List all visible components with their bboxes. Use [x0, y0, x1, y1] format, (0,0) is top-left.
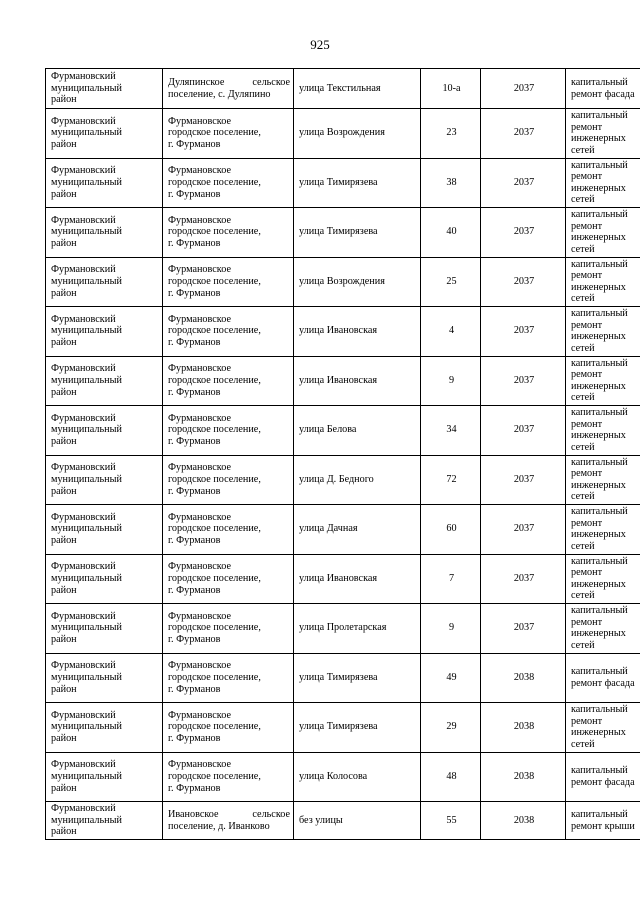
district-cell-line: муниципальный [51, 770, 122, 782]
district-cell [46, 802, 163, 840]
work-type-cell-line: капитальный [571, 666, 628, 678]
district-cell-line: район [51, 584, 77, 596]
settlement-cell-line: городское поселение, [168, 325, 261, 337]
year-cell: 2038 [481, 703, 566, 753]
house-number-cell: 4 [421, 307, 481, 357]
work-type-cell-line: ремонт [571, 418, 603, 430]
district-cell-line: район [51, 485, 77, 497]
year-cell: 2037 [481, 554, 566, 604]
district-cell-line: муниципальный [51, 275, 122, 287]
settlement-cell-line: городское поселение, [168, 622, 261, 634]
year-cell: 2037 [481, 109, 566, 159]
district-cell-line: Фурмановский [51, 264, 116, 276]
settlement-cell-line: городское поселение, [168, 127, 261, 139]
district-cell-line: Фурмановский [51, 313, 116, 325]
work-type-cell-line: сетей [571, 293, 595, 305]
settlement-cell [163, 307, 294, 357]
work-type-cell-line: капитальный [571, 605, 628, 617]
district-cell [46, 505, 163, 555]
street-cell: улица Пролетарская [294, 604, 421, 654]
settlement-cell-line: городское поселение, [168, 473, 261, 485]
street-cell: улица Тимирязева [294, 158, 421, 208]
work-type-cell-line: инженерных [571, 232, 626, 244]
settlement-cell-line: Ивановское сельское [168, 808, 290, 820]
work-type-cell [566, 505, 640, 555]
district-cell-line: Фурмановский [51, 165, 116, 177]
settlement-cell-line: г. Фурманов [168, 337, 221, 349]
house-number-cell: 23 [421, 109, 481, 159]
work-type-cell-line: сетей [571, 194, 595, 206]
house-number-cell: 10-а [421, 69, 481, 109]
street-cell: улица Тимирязева [294, 208, 421, 258]
work-type-cell [566, 802, 640, 840]
work-type-cell-line: капитальный [571, 506, 628, 518]
district-cell-line: район [51, 436, 77, 448]
work-type-cell-line: капитальный [571, 209, 628, 221]
settlement-cell-line: г. Фурманов [168, 782, 221, 794]
settlement-cell-line: Фурмановское [168, 115, 231, 127]
work-type-cell-line: ремонт [571, 715, 603, 727]
district-cell-line: муниципальный [51, 671, 122, 683]
table-row [46, 604, 640, 654]
settlement-cell [163, 208, 294, 258]
year-cell: 2037 [481, 257, 566, 307]
work-type-cell-line: инженерных [571, 182, 626, 194]
district-cell-line: район [51, 782, 77, 794]
district-cell-line: муниципальный [51, 721, 122, 733]
district-cell-line: муниципальный [51, 127, 122, 139]
district-cell [46, 356, 163, 406]
street-cell: улица Белова [294, 406, 421, 456]
work-type-cell [566, 109, 640, 159]
settlement-cell-line: Фурмановское [168, 412, 231, 424]
table-row [46, 109, 640, 159]
street-cell: улица Д. Бедного [294, 455, 421, 505]
work-type-cell-line: инженерных [571, 430, 626, 442]
work-type-cell-line: ремонт [571, 220, 603, 232]
work-type-cell-line: инженерных [571, 479, 626, 491]
settlement-cell [163, 455, 294, 505]
work-type-cell-line: сетей [571, 491, 595, 503]
settlement-cell [163, 703, 294, 753]
work-type-cell-line: ремонт [571, 319, 603, 331]
house-number-cell: 72 [421, 455, 481, 505]
table-row [46, 208, 640, 258]
district-cell-line: район [51, 634, 77, 646]
district-cell-line: муниципальный [51, 814, 122, 826]
year-cell: 2037 [481, 604, 566, 654]
work-type-cell-line: капитальный [571, 76, 628, 88]
year-cell: 2037 [481, 307, 566, 357]
district-cell-line: муниципальный [51, 424, 122, 436]
table-row [46, 69, 640, 109]
settlement-cell-line: г. Фурманов [168, 188, 221, 200]
work-type-cell-line: инженерных [571, 281, 626, 293]
district-cell-line: муниципальный [51, 572, 122, 584]
house-number-cell: 9 [421, 356, 481, 406]
settlement-cell [163, 653, 294, 703]
table-row [46, 257, 640, 307]
district-cell-line: муниципальный [51, 176, 122, 188]
year-cell: 2037 [481, 406, 566, 456]
settlement-cell [163, 802, 294, 840]
district-cell-line: Фурмановский [51, 462, 116, 474]
district-cell-line: район [51, 238, 77, 250]
district-cell-line: район [51, 188, 77, 200]
district-cell-line: Фурмановский [51, 214, 116, 226]
work-type-cell [566, 208, 640, 258]
house-number-cell: 7 [421, 554, 481, 604]
house-number-cell: 9 [421, 604, 481, 654]
table-body [46, 69, 640, 840]
district-cell-line: Фурмановский [51, 71, 116, 83]
district-cell [46, 455, 163, 505]
work-type-cell-line: сетей [571, 441, 595, 453]
work-type-cell [566, 158, 640, 208]
year-cell: 2037 [481, 505, 566, 555]
settlement-cell [163, 109, 294, 159]
year-cell: 2037 [481, 356, 566, 406]
settlement-cell-line: Фурмановское [168, 660, 231, 672]
district-cell [46, 109, 163, 159]
district-cell-line: Фурмановский [51, 759, 116, 771]
house-number-cell: 29 [421, 703, 481, 753]
work-type-cell-line: инженерных [571, 380, 626, 392]
district-cell-line: муниципальный [51, 523, 122, 535]
table-row [46, 505, 640, 555]
work-type-cell-line: ремонт [571, 517, 603, 529]
district-cell-line: район [51, 683, 77, 695]
district-cell [46, 406, 163, 456]
work-type-cell [566, 356, 640, 406]
settlement-cell-line: городское поселение, [168, 523, 261, 535]
district-cell [46, 257, 163, 307]
district-cell-line: Фурмановский [51, 363, 116, 375]
settlement-cell [163, 752, 294, 802]
house-number-cell: 55 [421, 802, 481, 840]
settlement-cell-line: Фурмановское [168, 759, 231, 771]
work-type-cell-line: инженерных [571, 578, 626, 590]
table-row [46, 455, 640, 505]
district-cell [46, 158, 163, 208]
work-type-cell-line: ремонт [571, 121, 603, 133]
work-type-cell-line: сетей [571, 738, 595, 750]
work-type-cell-line: сетей [571, 639, 595, 651]
work-type-cell [566, 69, 640, 109]
year-cell: 2038 [481, 653, 566, 703]
district-cell-line: Фурмановский [51, 511, 116, 523]
district-cell-line: Фурмановский [51, 610, 116, 622]
work-type-cell [566, 307, 640, 357]
work-type-cell-line: капитальный [571, 258, 628, 270]
settlement-cell-line: г. Фурманов [168, 634, 221, 646]
settlement-cell-line: Фурмановское [168, 709, 231, 721]
work-type-cell-line: капитальный [571, 808, 628, 820]
settlement-cell-line: городское поселение, [168, 226, 261, 238]
settlement-cell-line: городское поселение, [168, 572, 261, 584]
house-number-cell: 40 [421, 208, 481, 258]
work-type-cell-line: капитальный [571, 555, 628, 567]
work-type-cell-line: капитальный [571, 159, 628, 171]
settlement-cell-line: Фурмановское [168, 610, 231, 622]
work-type-cell-line: ремонт [571, 369, 603, 381]
street-cell: улица Текстильная [294, 69, 421, 109]
work-type-cell-line: сетей [571, 342, 595, 354]
register-table [45, 68, 640, 840]
district-cell-line: район [51, 535, 77, 547]
house-number-cell: 48 [421, 752, 481, 802]
street-cell: улица Дачная [294, 505, 421, 555]
settlement-cell-line: поселение, д. Иванково [168, 820, 270, 832]
settlement-cell-line: городское поселение, [168, 770, 261, 782]
work-type-cell [566, 455, 640, 505]
settlement-cell-line: городское поселение, [168, 176, 261, 188]
settlement-cell [163, 69, 294, 109]
house-number-cell: 49 [421, 653, 481, 703]
district-cell-line: Фурмановский [51, 660, 116, 672]
settlement-cell-line: Фурмановское [168, 511, 231, 523]
page-number: 925 [310, 37, 330, 52]
settlement-cell-line: г. Фурманов [168, 386, 221, 398]
settlement-cell-line: Фурмановское [168, 264, 231, 276]
district-cell-line: район [51, 94, 77, 106]
work-type-cell [566, 703, 640, 753]
table-row [46, 802, 640, 840]
work-type-cell-line: ремонт фасада [571, 776, 635, 788]
settlement-cell-line: г. Фурманов [168, 683, 221, 695]
settlement-cell [163, 356, 294, 406]
work-type-cell-line: капитальный [571, 765, 628, 777]
work-type-cell-line: сетей [571, 590, 595, 602]
settlement-cell-line: г. Фурманов [168, 584, 221, 596]
table-row [46, 653, 640, 703]
street-cell: улица Ивановская [294, 356, 421, 406]
settlement-cell-line: Фурмановское [168, 313, 231, 325]
street-cell: улица Тимирязева [294, 703, 421, 753]
district-cell-line: Фурмановский [51, 803, 116, 815]
house-number-cell: 34 [421, 406, 481, 456]
settlement-cell-line: городское поселение, [168, 424, 261, 436]
settlement-cell-line: поселение, с. Дуляпино [168, 88, 271, 100]
district-cell-line: муниципальный [51, 82, 122, 94]
work-type-cell-line: капитальный [571, 704, 628, 716]
settlement-cell-line: г. Фурманов [168, 238, 221, 250]
work-type-cell-line: сетей [571, 144, 595, 156]
settlement-cell-line: г. Фурманов [168, 485, 221, 497]
work-type-cell-line: капитальный [571, 110, 628, 122]
table-row [46, 752, 640, 802]
settlement-cell-line: Фурмановское [168, 214, 231, 226]
district-cell-line: район [51, 337, 77, 349]
work-type-cell-line: инженерных [571, 628, 626, 640]
settlement-cell [163, 554, 294, 604]
district-cell [46, 653, 163, 703]
street-cell: улица Возрождения [294, 109, 421, 159]
district-cell-line: район [51, 139, 77, 151]
work-type-cell-line: инженерных [571, 529, 626, 541]
work-type-cell-line: ремонт [571, 567, 603, 579]
district-cell-line: район [51, 733, 77, 745]
house-number-cell: 25 [421, 257, 481, 307]
district-cell [46, 69, 163, 109]
work-type-cell-line: капитальный [571, 407, 628, 419]
district-cell [46, 604, 163, 654]
district-cell [46, 703, 163, 753]
street-cell: без улицы [294, 802, 421, 840]
district-cell-line: муниципальный [51, 374, 122, 386]
work-type-cell-line: ремонт [571, 468, 603, 480]
district-cell-line: муниципальный [51, 622, 122, 634]
settlement-cell-line: Дуляпинское сельское [168, 76, 290, 88]
work-type-cell-line: сетей [571, 540, 595, 552]
settlement-cell-line: городское поселение, [168, 374, 261, 386]
work-type-cell [566, 752, 640, 802]
work-type-cell-line: ремонт [571, 171, 603, 183]
work-type-cell-line: ремонт [571, 270, 603, 282]
table-row [46, 554, 640, 604]
settlement-cell-line: городское поселение, [168, 721, 261, 733]
district-cell-line: муниципальный [51, 473, 122, 485]
street-cell: улица Возрождения [294, 257, 421, 307]
settlement-cell-line: г. Фурманов [168, 436, 221, 448]
settlement-cell-line: Фурмановское [168, 363, 231, 375]
work-type-cell [566, 406, 640, 456]
district-cell [46, 208, 163, 258]
settlement-cell [163, 604, 294, 654]
table-row [46, 703, 640, 753]
district-cell-line: муниципальный [51, 226, 122, 238]
settlement-cell-line: г. Фурманов [168, 287, 221, 299]
district-cell-line: район [51, 287, 77, 299]
year-cell: 2038 [481, 752, 566, 802]
work-type-cell [566, 653, 640, 703]
street-cell: улица Ивановская [294, 307, 421, 357]
house-number-cell: 38 [421, 158, 481, 208]
work-type-cell [566, 604, 640, 654]
work-type-cell [566, 257, 640, 307]
table-row [46, 406, 640, 456]
district-cell-line: муниципальный [51, 325, 122, 337]
work-type-cell-line: ремонт [571, 616, 603, 628]
year-cell: 2037 [481, 455, 566, 505]
settlement-cell-line: г. Фурманов [168, 139, 221, 151]
work-type-cell-line: капитальный [571, 308, 628, 320]
district-cell-line: Фурмановский [51, 709, 116, 721]
district-cell-line: район [51, 386, 77, 398]
work-type-cell-line: капитальный [571, 456, 628, 468]
settlement-cell [163, 406, 294, 456]
year-cell: 2037 [481, 158, 566, 208]
work-type-cell-line: сетей [571, 392, 595, 404]
table-row [46, 158, 640, 208]
work-type-cell-line: сетей [571, 243, 595, 255]
work-type-cell-line: инженерных [571, 331, 626, 343]
settlement-cell [163, 158, 294, 208]
work-type-cell-line: инженерных [571, 727, 626, 739]
work-type-cell-line: ремонт фасада [571, 88, 635, 100]
district-cell-line: район [51, 826, 77, 838]
settlement-cell-line: городское поселение, [168, 275, 261, 287]
work-type-cell [566, 554, 640, 604]
district-cell-line: Фурмановский [51, 412, 116, 424]
district-cell [46, 307, 163, 357]
work-type-cell-line: капитальный [571, 357, 628, 369]
year-cell: 2038 [481, 802, 566, 840]
work-type-cell-line: инженерных [571, 133, 626, 145]
settlement-cell-line: г. Фурманов [168, 535, 221, 547]
work-type-cell-line: ремонт крыши [571, 820, 635, 832]
year-cell: 2037 [481, 69, 566, 109]
work-type-cell-line: ремонт фасада [571, 677, 635, 689]
table-row [46, 307, 640, 357]
district-cell [46, 752, 163, 802]
settlement-cell-line: Фурмановское [168, 165, 231, 177]
settlement-cell-line: Фурмановское [168, 561, 231, 573]
district-cell [46, 554, 163, 604]
settlement-cell [163, 505, 294, 555]
settlement-cell-line: городское поселение, [168, 671, 261, 683]
house-number-cell: 60 [421, 505, 481, 555]
year-cell: 2037 [481, 208, 566, 258]
settlement-cell [163, 257, 294, 307]
settlement-cell-line: г. Фурманов [168, 733, 221, 745]
street-cell: улица Ивановская [294, 554, 421, 604]
district-cell-line: Фурмановский [51, 115, 116, 127]
street-cell: улица Тимирязева [294, 653, 421, 703]
street-cell: улица Колосова [294, 752, 421, 802]
district-cell-line: Фурмановский [51, 561, 116, 573]
table-row [46, 356, 640, 406]
settlement-cell-line: Фурмановское [168, 462, 231, 474]
